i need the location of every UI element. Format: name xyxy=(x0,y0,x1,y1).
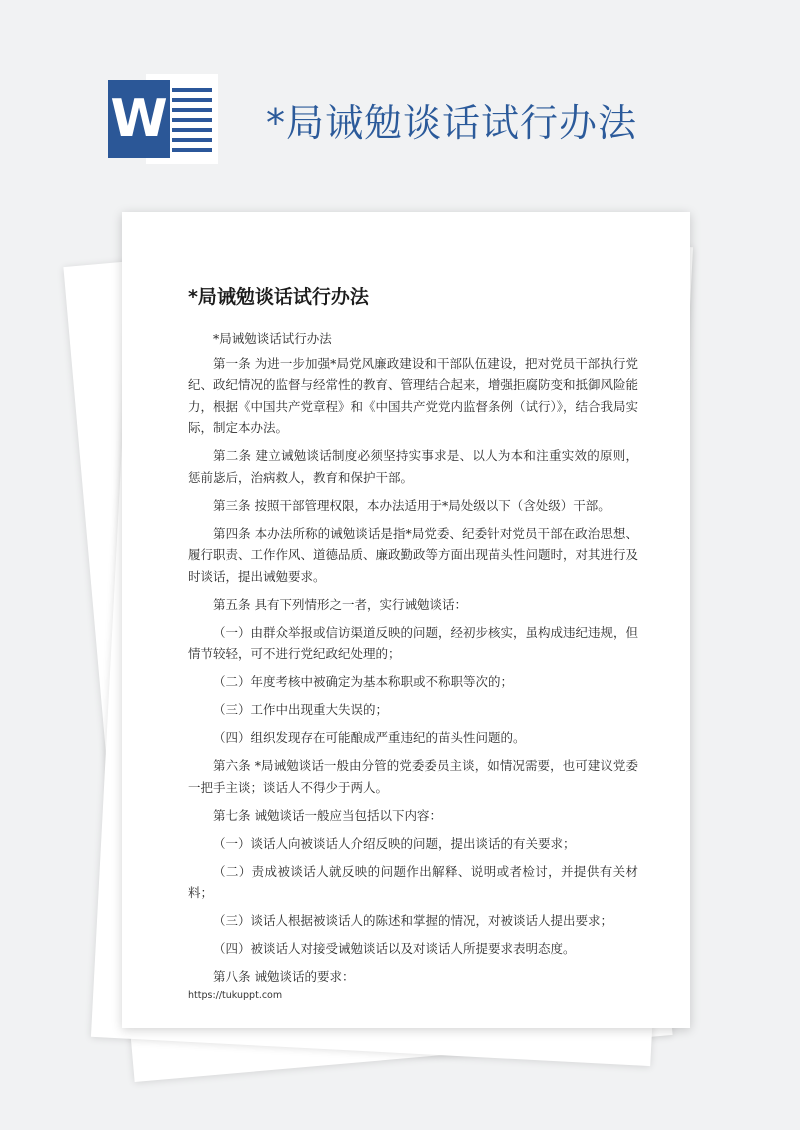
paragraph-article-6: 第六条 *局诫勉谈话一般由分管的党委委员主谈，如情况需要，也可建议党委一把手主谈；谈话人不得少于两人。 xyxy=(188,758,638,795)
paragraph-article-2: 第二条 建立诫勉谈话制度必须坚持实事求是、以人为本和注重实效的原则，惩前毖后，治病救人，教育和保护干部。 xyxy=(188,448,638,485)
paragraph-subtitle: *局诫勉谈话试行办法 xyxy=(213,331,332,346)
document-body xyxy=(188,328,638,994)
header-title: *局诫勉谈话试行办法 xyxy=(266,101,638,145)
paragraph-item-5-2: （二）年度考核中被确定为基本称职或不称职等次的； xyxy=(213,674,514,689)
paragraph-item-7-4: （四）被谈话人对接受诫勉谈话以及对谈话人所提要求表明态度。 xyxy=(213,941,576,956)
page-header xyxy=(0,0,800,200)
footer-url[interactable]: https://tukuppt.com xyxy=(188,990,283,1001)
word-logo-letter: W xyxy=(108,80,170,158)
paragraph-article-3: 第三条 按照干部管理权限，本办法适用于*局处级以下（含处级）干部。 xyxy=(213,497,611,513)
paragraph-item-7-1: （一）谈话人向被谈话人介绍反映的问题，提出谈话的有关要求； xyxy=(213,835,576,851)
paragraph-item-7-2: （二）责成被谈话人就反映的问题作出解释、说明或者检讨，并提供有关材料； xyxy=(188,863,638,900)
paragraph-article-8: 第八条 诫勉谈话的要求： xyxy=(213,969,355,984)
paragraph-item-7-3: （三）谈话人根据被谈话人的陈述和掌握的情况，对被谈话人提出要求； xyxy=(213,913,614,928)
paragraph-article-1: 第一条 为进一步加强*局党风廉政建设和干部队伍建设，把对党员干部执行党纪、政纪情况的监督与经常性的教育、管理结合起来，增强拒腐防变和抵御风险能力，根据《中国共产党章程》和《中国共产党党内监督条例（试行）》，结合我局实际，制定本办法。 xyxy=(188,355,639,435)
document-page xyxy=(122,212,690,1028)
paragraph-item-5-3: （三）工作中出现重大失误的； xyxy=(213,702,389,717)
word-document-icon xyxy=(108,74,218,164)
paragraph-item-5-1: （一）由群众举报或信访渠道反映的问题，经初步核实，虽构成违纪违规，但情节较轻，可不进行党纪政纪处理的； xyxy=(188,624,639,661)
document-title: *局诫勉谈话试行办法 xyxy=(188,286,369,308)
paragraph-article-4: 第四条 本办法所称的诫勉谈话是指*局党委、纪委针对党员干部在政治思想、履行职责、工作作风、道德品质、廉政勤政等方面出现苗头性问题时，对其进行及时谈话，提出诫勉要求。 xyxy=(188,525,639,584)
paragraph-article-5: 第五条 具有下列情形之一者，实行诫勉谈话： xyxy=(213,596,467,612)
paragraph-article-7: 第七条 诫勉谈话一般应当包括以下内容： xyxy=(213,807,442,823)
paragraph-item-5-4: （四）组织发现存在可能酿成严重违纪的苗头性问题的。 xyxy=(213,730,526,745)
